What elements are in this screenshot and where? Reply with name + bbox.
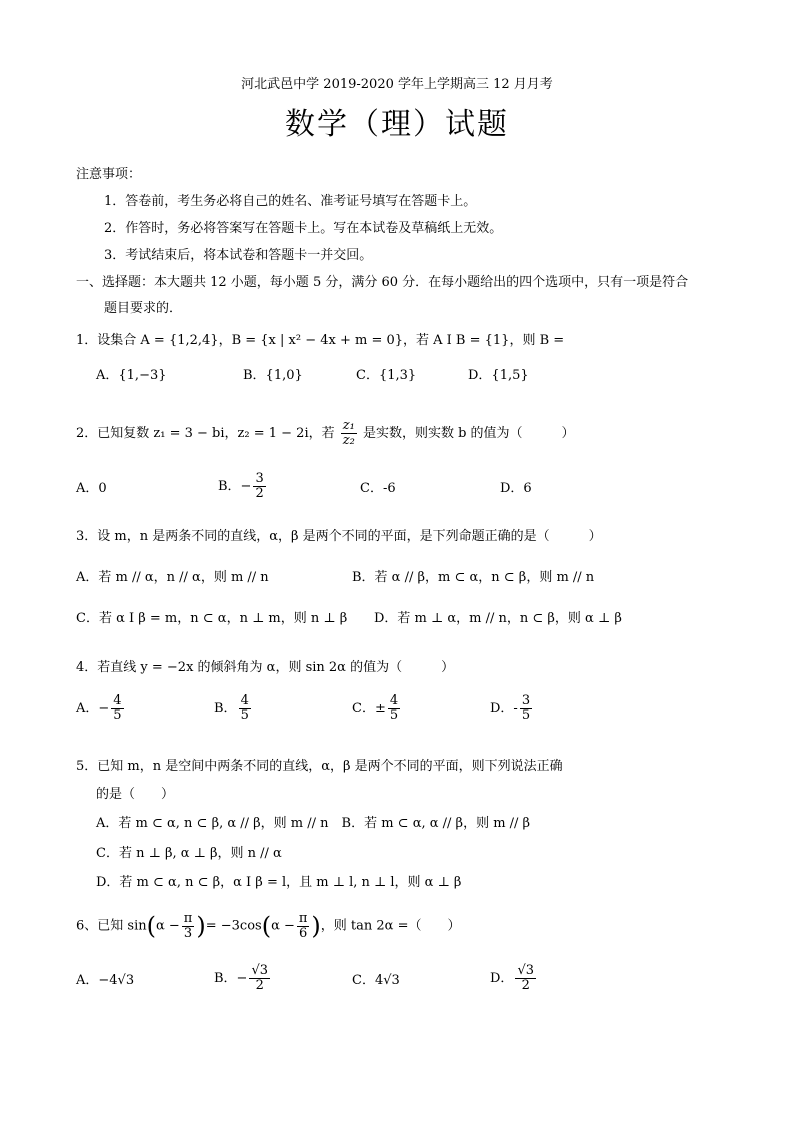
section-heading-cont: 题目要求的． — [104, 301, 183, 316]
question-4-option-c — [352, 692, 402, 726]
notice-item-2: 2．作答时，务必将答案写在答题卡上。写在本试卷及草稿纸上无效。 — [104, 221, 503, 236]
question-3-stem: 3．设 m，n 是两条不同的直线，α，β 是两个不同的平面，是下列命题正确的是（ ） — [76, 529, 602, 544]
notice-heading: 注意事项： — [76, 167, 142, 182]
question-2-option-a: A．0 — [76, 481, 107, 496]
question-6-paren1-text: α − — [155, 918, 180, 934]
question-1-option-c: C．{1,3} — [356, 368, 417, 383]
question-4-option-b-prefix: B． — [214, 701, 237, 716]
question-6-option-b-num: √3 — [251, 963, 269, 978]
question-1-option-a: A．{1,−3} — [96, 368, 167, 383]
question-2-stem-b: 是实数，则实数 b 的值为（ ） — [362, 426, 575, 441]
question-4-option-a-num: 4 — [113, 693, 122, 708]
question-6-frac-1 — [182, 912, 195, 941]
question-6-option-d-num: √3 — [517, 963, 534, 978]
question-2-frac-den: z₂ — [342, 433, 355, 448]
question-6-option-b — [214, 962, 272, 996]
question-5-option-c: C．若 n ⊥ β, α ⊥ β，则 n // α — [96, 846, 282, 861]
question-2-stem — [76, 418, 575, 450]
question-4-option-d — [490, 692, 534, 726]
question-6-stem-mid: = −3cos — [205, 918, 262, 934]
question-5-option-ab: A．若 m ⊂ α, n ⊂ β, α // β，则 m // n B．若 m ⊂ α, α // β，则 m // β — [96, 816, 531, 831]
question-6-option-d-prefix: D． — [490, 971, 514, 986]
question-2-option-b — [218, 470, 268, 504]
question-2-frac-num: z₁ — [342, 418, 355, 433]
question-2-fraction — [341, 419, 357, 448]
notice-item-3: 3．考试结束后，将本试卷和答题卡一并交回。 — [104, 248, 373, 263]
question-4-option-b-den: 5 — [240, 708, 249, 723]
question-4-option-a — [76, 692, 126, 726]
exam-subtitle: 河北武邑中学 2019-2020 学年上学期高三 12 月月考 — [241, 77, 553, 92]
question-6-frac-2 — [297, 912, 310, 941]
question-6-option-c: C．4√3 — [352, 973, 400, 988]
question-6-option-b-prefix: B．− — [214, 971, 248, 986]
exam-title: 数学（理）试题 — [285, 107, 509, 142]
question-4-option-d-den: 5 — [521, 708, 531, 723]
question-6-left-paren-2: ( — [261, 912, 272, 940]
question-2-option-b-num: 3 — [255, 471, 264, 486]
question-6-option-d-den: 2 — [521, 978, 530, 993]
question-4-option-b-num: 4 — [240, 693, 249, 708]
question-4-option-b — [214, 692, 253, 726]
question-4-option-c-num: 4 — [389, 693, 399, 708]
question-6-frac-2-den: 6 — [299, 925, 308, 941]
question-6-frac-2-num: π — [298, 910, 308, 926]
question-3-option-d: D．若 m ⊥ α，m // n，n ⊂ β，则 α ⊥ β — [374, 611, 622, 626]
question-5-stem: 5．已知 m，n 是空间中两条不同的直线，α，β 是两个不同的平面，则下列说法正确 — [76, 759, 563, 774]
question-6-right-paren-2: ) — [311, 912, 321, 940]
question-4-option-c-fraction — [388, 694, 400, 723]
question-6-option-a: A．−4√3 — [76, 973, 135, 988]
question-4-option-d-prefix: D．- — [490, 701, 518, 716]
question-3-option-b: B．若 α // β，m ⊂ α，n ⊂ β，则 m // n — [352, 570, 595, 585]
question-6-stem-b: ，则 tan 2α =（ ） — [320, 918, 461, 934]
question-4-option-c-prefix: C．± — [352, 701, 386, 716]
question-4-option-a-fraction — [111, 694, 123, 723]
question-2-option-b-den: 2 — [255, 486, 264, 501]
question-3-option-a: A．若 m // α，n // α，则 m // n — [76, 570, 269, 585]
question-4-option-d-fraction — [520, 694, 532, 723]
question-4-option-d-num: 3 — [521, 693, 531, 708]
question-2-option-d: D．6 — [500, 481, 532, 496]
notice-item-1: 1．答卷前，考生务必将自己的姓名、准考证号填写在答题卡上。 — [104, 194, 477, 209]
question-2-option-c: C．-6 — [360, 481, 396, 496]
question-3-option-c: C．若 α I β = m，n ⊂ α，n ⊥ m，则 n ⊥ β — [76, 611, 348, 626]
question-6-right-paren-1: ) — [196, 912, 206, 940]
question-1-option-d: D．{1,5} — [468, 368, 529, 383]
question-4-option-a-den: 5 — [113, 708, 122, 723]
question-2-stem-a: 2．已知复数 z₁ = 3 − bi，z₂ = 1 − 2i，若 — [76, 426, 335, 441]
question-1-stem: 1．设集合 A = {1,2,4}，B = {x | x² − 4x + m = 0}，若 A I B = {1}，则 B = — [76, 333, 565, 348]
question-6-stem — [76, 906, 460, 947]
question-6-stem-a: 6、已知 sin — [76, 918, 147, 934]
question-6-option-b-den: 2 — [255, 978, 264, 993]
question-6-option-b-fraction — [249, 964, 270, 993]
question-6-option-d-fraction — [515, 964, 536, 993]
question-4-option-a-prefix: A．− — [76, 701, 110, 716]
question-2-option-b-fraction — [253, 472, 265, 501]
question-6-left-paren-1: ( — [146, 912, 156, 940]
question-5-stem-cont: 的是（ ） — [96, 787, 175, 802]
question-2-option-b-prefix: B．− — [218, 479, 252, 494]
section-heading: 一、选择题：本大题共 12 小题，每小题 5 分，满分 60 分．在每小题给出的四个选项中，只有一项是符合 — [76, 275, 689, 290]
question-6-frac-1-num: π — [183, 910, 193, 926]
question-4-stem: 4．若直线 y = −2x 的倾斜角为 α，则 sin 2α 的值为（ ） — [76, 660, 455, 675]
question-6-paren2-text: α − — [271, 918, 295, 934]
question-5-option-d: D．若 m ⊂ α, n ⊂ β，α I β = l，且 m ⊥ l, n ⊥ l，则 α ⊥ β — [96, 875, 462, 890]
question-1-option-b: B．{1,0} — [243, 368, 303, 383]
question-6-frac-1-den: 3 — [183, 925, 193, 941]
question-4-option-b-fraction — [239, 694, 251, 723]
question-4-option-c-den: 5 — [389, 708, 399, 723]
question-6-option-d — [490, 962, 538, 996]
